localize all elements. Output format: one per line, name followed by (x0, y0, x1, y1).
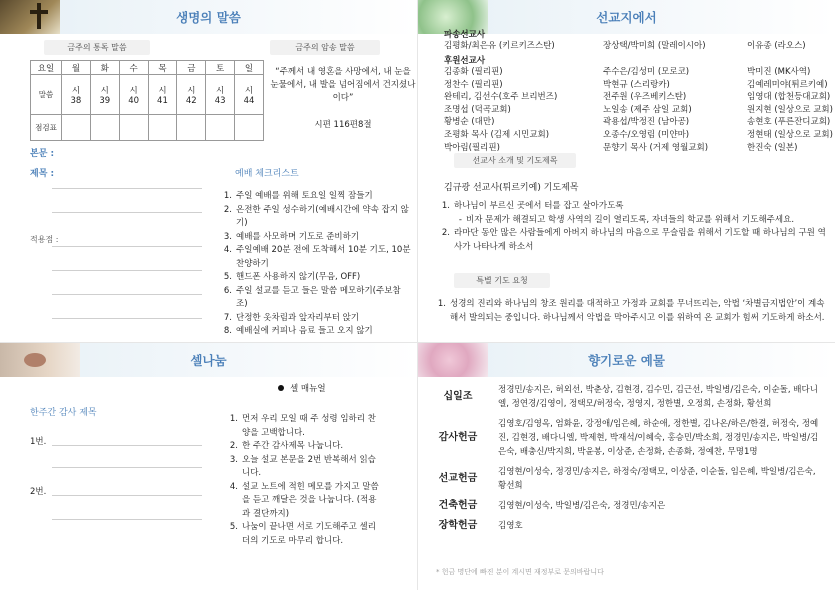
write-line[interactable] (52, 445, 202, 446)
checklist-item: 2. 온전한 주일 성수하기(예배시간에 약속 잡지 않기) (223, 204, 409, 228)
day-cell: 금 (177, 61, 206, 75)
memory-pill: 금주의 암송 말씀 (270, 40, 380, 55)
word-label: 말씀 (31, 75, 62, 115)
day-cell: 화 (90, 61, 119, 75)
manual-item: 5. 나눔이 끝나면 서로 기도해주고 셀리더의 기도로 마무리 합니다. (229, 522, 376, 546)
missionary-name: 박아림(필리핀) (444, 142, 500, 153)
missionary-name: 오종수/오영림 (미얀마) (603, 129, 690, 140)
day-cell: 일 (235, 61, 264, 75)
chapter-number: 41 (157, 95, 168, 106)
thanks-title: 한주간 감사 제목 (30, 408, 97, 418)
checklist-item: 4. 주일예배 20분 전에 도착해서 10분 기도, 10분 찬양하기 (223, 245, 411, 269)
cell-sharing-banner (0, 343, 417, 377)
write-line[interactable] (52, 246, 202, 247)
mission-section (418, 0, 835, 342)
checklist-item: 5. 핸드폰 사용하지 않기(무음, OFF) (223, 272, 361, 282)
missionary-name: 한진숙 (일본) (747, 142, 798, 153)
offering-title: 향기로운 예물 (588, 353, 665, 368)
checklist-item: 1. 주일 예배를 위해 토요일 일찍 잠들기 (223, 191, 373, 201)
reading-table (30, 60, 264, 141)
chapter-cell (119, 75, 148, 115)
write-line[interactable] (52, 212, 202, 213)
word-of-life-banner (0, 0, 417, 34)
chapter-prefix: 시 (158, 85, 167, 96)
check-cell[interactable] (177, 115, 206, 141)
missionary-name: 전주원 (우즈베키스탄) (603, 92, 687, 103)
cell-manual (222, 413, 382, 548)
cell-sharing-title: 셀나눔 (190, 353, 227, 368)
offering-names: 김영현/이성숙, 박일병/김은숙, 정경민/송지은 (498, 501, 666, 511)
missionary-name: 박현규 (스리랑카) (603, 79, 670, 90)
chapter-cell (206, 75, 235, 115)
chapter-prefix: 시 (71, 85, 81, 96)
day-cell: 목 (148, 61, 177, 75)
support-grid (444, 66, 835, 154)
chapter-number: 39 (99, 95, 111, 106)
offering-names: 정경민/송지은, 허외선, 박춘상, 김현경, 김수민, 김근선, 박일병/김은숙, 이순돌, 배다니엘, 정연경/김영이, 정택모/허정숙, 정영지, 정한별, 오정희, 손정화, 황선희 (498, 385, 818, 409)
write-line[interactable] (52, 495, 202, 496)
bullet-icon (278, 385, 284, 391)
missionary-name: 조명섭 (덕곡교회) (444, 104, 511, 115)
check-cell[interactable] (206, 115, 235, 141)
offering-row (418, 519, 822, 533)
offering-kind: 감사헌금 (438, 432, 478, 443)
manual-item: 1. 먼저 우리 모일 때 주 성령 임하리 찬양을 고백합니다. (229, 414, 376, 438)
day-cell: 수 (119, 61, 148, 75)
special-pill: 특별 기도 요청 (454, 273, 550, 288)
missionary-name: 주수은/김성미 (모로코) (603, 67, 690, 77)
manual-title: 셀 매뉴얼 (290, 384, 326, 394)
chapter-number: 44 (243, 95, 255, 106)
offering-banner (418, 343, 835, 377)
missionary-name: 김예레미야(튀르키예) (747, 79, 828, 90)
check-cell[interactable] (119, 115, 148, 141)
apply-label: 적용점 : (30, 235, 59, 244)
chapter-cell (90, 75, 119, 115)
offering-kind: 선교헌금 (438, 473, 478, 484)
chapter-number: 38 (70, 95, 82, 106)
offering-names: 김영현/이성숙, 정경민/송지은, 하정숙/정택모, 이상준, 이순돌, 임은혜, 박일병/김은숙, 황선희 (498, 467, 816, 491)
missionary-name: 장상택/박미희 (말레이시아) (603, 41, 706, 51)
offering-kind: 장학헌금 (438, 520, 478, 531)
missionary-name: 정찬수 (필리핀) (444, 79, 503, 90)
missionary-name: 완테리, 김선수(호주 브리번즈) (444, 92, 558, 103)
offering-row (418, 417, 822, 459)
mission-title: 선교지에서 (596, 10, 657, 25)
chapter-cell (235, 75, 264, 115)
missionary-name: 김종화 (필리핀) (444, 67, 503, 77)
check-label: 점검표 (31, 115, 62, 141)
checklist-item: 3. 예배를 사모하며 기도로 준비하기 (223, 231, 360, 242)
offering-kind: 건축헌금 (438, 500, 478, 511)
prayer-item: - 비자 문제가 해결되고 학생 사역의 길이 열리도록, 자녀들의 학교를 위해서 기도해주세요. (458, 214, 795, 225)
missionary-name: 황병순 (대만) (444, 117, 495, 128)
manual-item: 3. 오늘 설교 본문을 2번 반복해서 읽습니다. (229, 454, 376, 478)
chapter-prefix: 시 (129, 85, 138, 96)
text-label: 본문 : (30, 149, 55, 159)
offering-row (418, 465, 822, 493)
missionary-name: 노일송 (제주 삼일 교회) (603, 104, 692, 115)
chapter-cell (148, 75, 177, 115)
thanks-number-1: 1번. (30, 437, 47, 447)
reading-pill: 금주의 통독 말씀 (44, 40, 150, 55)
missionary-name: 김평화/최은유 (키르키즈스탄) (444, 41, 555, 51)
write-line[interactable] (52, 467, 202, 468)
missionary-name: 송현호 (푸른잔디교회) (747, 117, 831, 128)
missionary-name: 문향기 목사 (거제 영월교회) (603, 142, 709, 153)
checklist-item: 7. 단정한 옷차림과 앞자리부터 앉기 (223, 312, 360, 323)
checklist (216, 190, 412, 339)
check-cell[interactable] (90, 115, 119, 141)
title-label: 제목 : (30, 169, 55, 179)
intro-pill: 선교사 소개 및 기도제목 (454, 153, 576, 168)
missionary-name: 곽용섭/박정진 (남아공) (603, 117, 690, 128)
memory-ref: 시편 116편8절 (314, 120, 372, 130)
check-cell[interactable] (62, 115, 91, 141)
check-cell[interactable] (148, 115, 177, 141)
chapter-prefix: 시 (216, 85, 225, 96)
chapter-prefix: 시 (187, 85, 196, 96)
manual-item: 2. 한 주간 감사제목 나눕니다. (229, 441, 344, 451)
write-line[interactable] (52, 270, 202, 271)
checklist-item: 8. 예배실에 커피나 음료 들고 오지 않기 (223, 326, 373, 336)
write-line[interactable] (52, 294, 202, 295)
chapter-prefix: 시 (244, 85, 254, 96)
offering-row (418, 383, 822, 411)
prayer-item: 2. 라마단 동안 많은 사람들에게 아버지 하나님의 마음으로 무슬림을 위해서 기도할 때 하나님의 구원 역사가 나타나게 하소서 (441, 228, 826, 252)
missionary-name: 이유종 (라오스) (747, 41, 806, 51)
prayer-list (434, 200, 826, 254)
missionary-name: 박미진 (MK사역) (747, 67, 811, 77)
thanks-number-2: 2번. (30, 487, 47, 497)
chapter-number: 40 (128, 95, 140, 106)
cell-sharing-section (0, 343, 417, 590)
offering-row (418, 499, 822, 513)
special-prayer (430, 298, 828, 325)
dispatch-grid (444, 40, 835, 53)
offering-list (418, 383, 822, 539)
day-cell: 월 (62, 61, 91, 75)
day-cell: 토 (206, 61, 235, 75)
check-cell[interactable] (235, 115, 264, 141)
special-prayer-item: 1. 성경의 진리와 하나님의 창조 원리를 대적하고 가정과 교회를 무너뜨리는, 악법 ‘차별금지법안’이 계속해서 발의되는 중입니다. 하나님께서 악법을 막아주시고 이를 위하여 온 교회가 힘써 기도하게 하소서. (437, 299, 825, 323)
write-line[interactable] (52, 188, 202, 189)
manual-item: 4. 설교 노트에 적힌 메모를 가지고 말씀을 듣고 깨달은 것을 나눕니다. (적용과 결단까지) (229, 481, 379, 519)
missionary-name: 임영대 (합천등대교회) (747, 92, 831, 103)
write-line[interactable] (52, 318, 202, 319)
word-of-life-title: 생명의 말씀 (176, 10, 241, 25)
chapter-number: 42 (185, 95, 197, 106)
offering-kind: 십일조 (443, 391, 473, 402)
offering-section (418, 343, 835, 590)
memory-verse: “주께서 내 영혼을 사망에서, 내 눈을 눈물에서, 내 발을 넘어짐에서 건지셨나이다” (270, 67, 416, 103)
checklist-title: 예배 체크리스트 (235, 169, 299, 179)
missionary-name: 원지현 (일상으로 교회) (747, 104, 833, 115)
offering-names: 김영호/김영옥, 엄화윤, 강정애/임은혜, 하순애, 정한별, 김나온/하은/한결, 허정숙, 정예진, 김현경, 배다니엘, 박제현, 박재석/이혜숙, 홍승민/박소희, 정경민/송지은, 박일병/김은숙, 배충신/박지희, 박윤봉, 이상준, 손정화, 손종화, 정예찬, 무명1명 (498, 419, 819, 457)
offering-note: * 헌금 명단에 빠진 분이 계시면 재정부로 문의바랍니다 (436, 568, 604, 576)
chapter-cell (177, 75, 206, 115)
missionary-name: 정현태 (일상으로 교회) (747, 129, 833, 140)
chapter-prefix: 시 (100, 85, 109, 96)
missionary-name: 조평화 목사 (김제 시민교회) (444, 129, 550, 140)
chapter-cell (62, 75, 91, 115)
checklist-item: 6. 주일 설교를 듣고 들은 말씀 메모하기(주보참조) (223, 285, 401, 309)
day-label: 요일 (31, 61, 62, 75)
word-of-life-section (0, 0, 417, 342)
dispatch-label: 파송선교사 (444, 30, 486, 40)
prayer-item: 1. 하나님이 부르신 곳에서 터를 잡고 살아가도록 (441, 201, 624, 211)
missionary-prayer-title: 김규광 선교사(튀르키예) 기도제목 (444, 183, 579, 193)
write-line[interactable] (52, 519, 202, 520)
offering-names: 김영호 (498, 521, 523, 531)
chapter-number: 43 (214, 95, 226, 106)
support-label: 후원선교사 (444, 56, 486, 66)
